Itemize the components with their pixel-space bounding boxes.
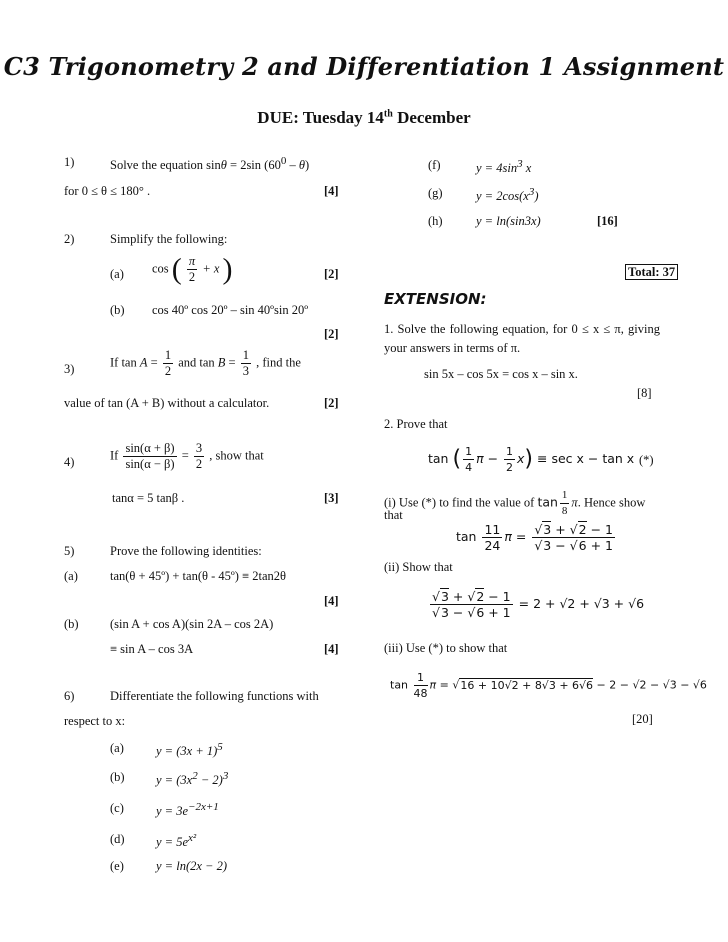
q6d-label: (d) xyxy=(110,832,125,846)
q5b-identity: (sin A + cos A)(sin 2A – cos 2A) xyxy=(110,617,274,631)
due-date: DUE: Tuesday 14th December xyxy=(257,108,471,127)
q6f-label: (f) xyxy=(428,158,441,172)
q4-marks: [3] xyxy=(324,491,339,505)
q5a-label: (a) xyxy=(64,569,78,583)
q6a-function: $y = (3x + 1)^5$ xyxy=(156,741,223,759)
extension-q2ii-equation: $\frac{√3 + √2 - 1}{√3 - √6 + 1}$ = 2 + √2 + √3 + √6 xyxy=(432,589,645,620)
q6h-label: (h) xyxy=(428,214,443,228)
extension-heading: EXTENSION: xyxy=(384,290,487,308)
extension-q2-text: 2. Prove that xyxy=(384,417,448,431)
q2a-expression: cos ( $\frac{\pi}{2}$ + x ) xyxy=(152,252,233,286)
extension-q2i-text: (i) Use (*) to find the value of tan $\frac{1}{8}$ π. Hence show xyxy=(384,489,646,517)
q5b-label: (b) xyxy=(64,617,79,631)
q6c-function: $y = 3e^{-2x+1}$ xyxy=(156,801,219,819)
q1-marks: [4] xyxy=(324,184,339,198)
extension-q2iii-text: (iii) Use (*) to show that xyxy=(384,641,508,655)
q6-prompt: Differentiate the following functions with xyxy=(110,689,319,703)
q6-marks: [16] xyxy=(597,214,618,228)
q5b-marks: [4] xyxy=(324,642,339,656)
extension-q2-star: (*) xyxy=(639,453,654,467)
extension-q1-text: 1. Solve the following equation, for 0 ≤ x ≤ π, giving your answers in terms of π. xyxy=(384,322,660,355)
q5a-marks: [4] xyxy=(324,594,339,608)
assignment-title: C3 Trigonometry 2 and Differentiation 1 Assignment xyxy=(3,52,725,81)
q1-number: 1) xyxy=(64,155,75,169)
q6e-label: (e) xyxy=(110,859,124,873)
extension-q2ii-text: (ii) Show that xyxy=(384,560,453,574)
q6-prompt-continued: respect to x: xyxy=(64,714,126,728)
extension-marks: [20] xyxy=(632,712,653,726)
q4-show-that: tanα = 5 tanβ . xyxy=(112,491,185,505)
q2a-marks: [2] xyxy=(324,267,339,281)
extension-q1-equation: sin 5x – cos 5x = cos x – sin x. xyxy=(424,367,578,381)
extension-q2-identity: tan ( $\frac{1}{4}$ π − $\frac{1}{2}$ x) ≡ sec x − tan x xyxy=(428,445,635,474)
q3-statement: If tan A = $\frac{1}{2}$ and tan B = $\frac{1}{3}$ , find the xyxy=(110,348,301,378)
q2b-marks: [2] xyxy=(324,327,339,341)
q6a-label: (a) xyxy=(110,741,124,755)
extension-q2i-equation: tan $\frac{11}{24}$ π = $\frac{√3 + √2 - 1}{√3 - √6 + 1}$ xyxy=(456,522,613,553)
q6e-function: y = ln(2x − 2) xyxy=(156,859,228,873)
q2-prompt: Simplify the following: xyxy=(110,232,228,246)
q3-marks: [2] xyxy=(324,396,339,410)
q6-number: 6) xyxy=(64,689,75,703)
total-marks: Total: 37 xyxy=(625,265,678,280)
q6c-label: (c) xyxy=(110,801,124,815)
q5a-identity: tan(θ + 45º) + tan(θ - 45º) ≡ 2tan2θ xyxy=(110,569,286,583)
q2a-label: (a) xyxy=(110,267,124,281)
extension-q1-marks: [8] xyxy=(637,386,652,400)
q6b-function: $y = (3x^2 - 2)^3$ xyxy=(156,770,229,788)
q2b-label: (b) xyxy=(110,303,125,317)
q5-number: 5) xyxy=(64,544,75,558)
q2-number: 2) xyxy=(64,232,75,246)
q6d-function: $y = 5e^{x^2}$ xyxy=(156,832,197,850)
q5-prompt: Prove the following identities: xyxy=(110,544,262,558)
q2b-expression: cos 40º cos 20º – sin 40ºsin 20º xyxy=(152,303,309,317)
q1-range: for 0 ≤ θ ≤ 180° . xyxy=(64,184,151,198)
q6g-function: $y = 2\cos(x^3)$ xyxy=(476,186,539,204)
q4-statement: If $\frac{\sin(\alpha + \beta)}{\sin(\alpha - \beta)}$ = $\frac{3}{2}$ , show that xyxy=(110,441,264,471)
q4-number: 4) xyxy=(64,455,75,469)
q6h-function: y = ln(sin3x) xyxy=(476,214,541,228)
extension-q2iii-equation: tan $\frac{1}{48}$ π = √16 + 10√2 + 8√3 + 6√6 − 2 − √2 − √3 − √6 xyxy=(390,671,707,700)
q5b-identity-rhs: ≡ sin A – cos 3A xyxy=(110,642,194,656)
q6f-function: $y = 4\sin^3$ x xyxy=(476,158,532,176)
q6b-label: (b) xyxy=(110,770,125,784)
q1-equation: Solve the equation sinθ = 2sin $(60^0 - \theta)$ xyxy=(110,155,310,173)
q3-number: 3) xyxy=(64,362,75,376)
q3-continuation: value of tan (A + B) without a calculator. xyxy=(64,396,270,410)
extension-q2i-that: that xyxy=(384,508,403,522)
q6g-label: (g) xyxy=(428,186,443,200)
